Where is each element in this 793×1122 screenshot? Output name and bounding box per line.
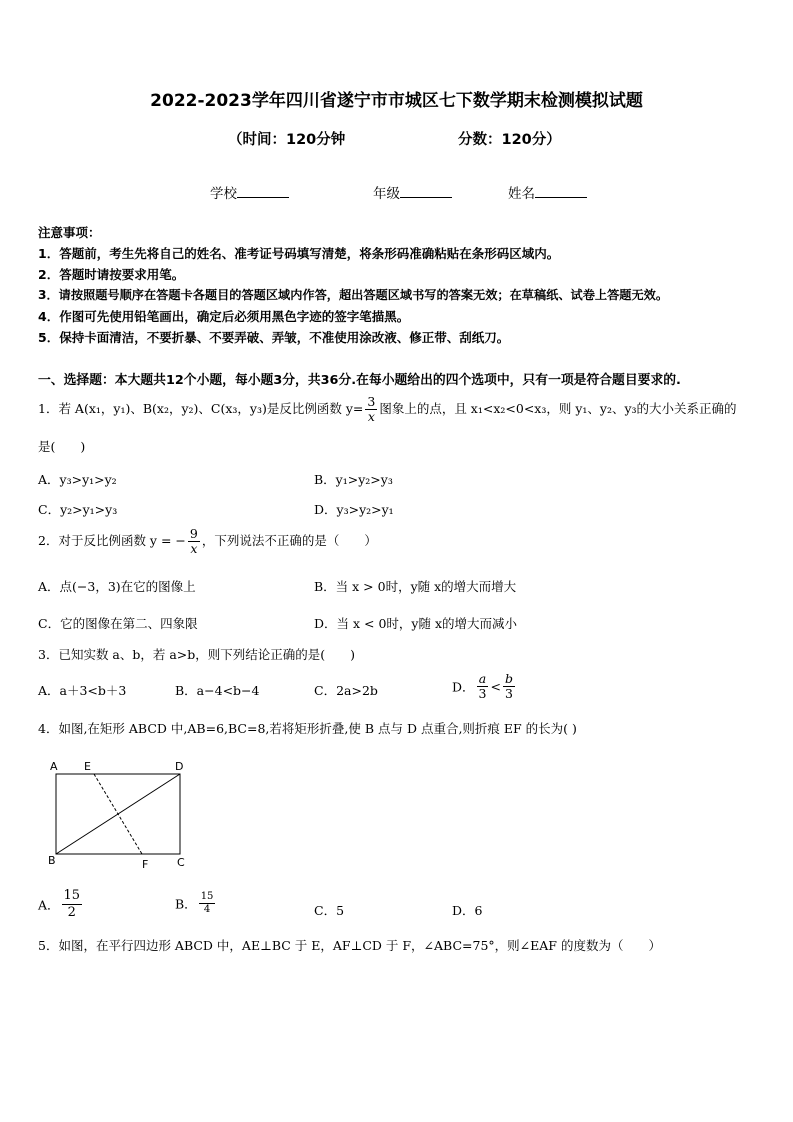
name-label: 姓名 <box>508 186 535 202</box>
q1-frac-denominator: x <box>367 409 375 424</box>
q4-a-fraction <box>62 888 83 921</box>
q3-d-frac-b <box>503 672 515 701</box>
q2-text-b: ，下列说法不正确的是（ ） <box>201 533 377 548</box>
label-c: C <box>177 856 185 869</box>
q4-a-label: A． <box>38 897 60 913</box>
section-heading: 一、选择题：本大题共12个小题，每小题3分，共36分.在每小题给出的四个选项中，只有一项是符合题目要求的. <box>38 373 681 388</box>
school-field <box>210 182 289 202</box>
q3-d-den-a: 3 <box>478 686 487 701</box>
q2-option-c: C．它的图像在第二、四象限 <box>38 616 198 631</box>
q3-d-operator: < <box>490 679 501 694</box>
q2-option-a: A．点(−3，3)在它的图像上 <box>38 579 196 594</box>
q3-option-b: B．a−4<b−4 <box>175 683 260 698</box>
q1-option-d: D．y₃>y₂>y₁ <box>314 502 394 517</box>
q4-option-d: D．6 <box>452 903 483 918</box>
page-title: 2022-2023学年四川省遂宁市市城区七下数学期末检测模拟试题 <box>150 91 643 111</box>
name-blank <box>535 185 587 198</box>
q2-frac-numerator: 9 <box>189 526 198 541</box>
q3-option-a: A．a＋3<b＋3 <box>38 683 127 698</box>
q4-a-den: 2 <box>67 905 76 920</box>
q1-fraction <box>365 395 377 424</box>
notes-heading: 注意事项： <box>38 225 101 240</box>
q4-b-label: B． <box>175 896 197 912</box>
note-item: 4．作图可先使用铅笔画出，确定后必须用黑色字迹的签字笔描黑。 <box>38 309 410 324</box>
question-3: 3．已知实数 a、b，若 a>b，则下列结论正确的是( ) <box>38 647 356 662</box>
q4-option-c: C．5 <box>314 903 345 918</box>
q3-option-c: C．2a>2b <box>314 683 378 698</box>
question-4: 4．如图,在矩形 ABCD 中,AB=6,BC=8,若将矩形折叠,使 B 点与 D 点重合,则折痕 EF 的长为( ) <box>38 721 577 736</box>
q2-fraction <box>188 527 200 556</box>
question-5: 5．如图，在平行四边形 ABCD 中，AE⊥BC 于 E，AF⊥CD 于 F，∠ABC=75°，则∠EAF 的度数为（ ） <box>38 938 661 953</box>
label-b: B <box>48 854 56 867</box>
q1-option-a: A．y₃>y₁>y₂ <box>38 472 117 487</box>
q3-d-num-b: b <box>504 671 513 686</box>
q4-a-num: 15 <box>63 888 81 903</box>
label-f: F <box>142 858 149 871</box>
exam-score: 分数：120分） <box>458 132 561 148</box>
exam-time: （时间：120分钟 <box>228 132 346 148</box>
q3-d-frac-a <box>477 672 489 701</box>
name-field <box>508 182 587 202</box>
label-e: E <box>84 760 91 773</box>
q1-text-c: 是( ) <box>38 439 86 454</box>
fold-line-ef <box>94 774 142 854</box>
question-2 <box>38 527 377 556</box>
q2-option-b: B．当 x > 0时，y随 x的增大而增大 <box>314 579 517 594</box>
grade-label: 年级 <box>373 186 400 202</box>
q2-option-d: D．当 x < 0时，y随 x的增大而减小 <box>314 616 518 631</box>
q4-option-a <box>38 888 84 921</box>
q2-text-a: 2．对于反比例函数 y = − <box>38 533 186 548</box>
q1-frac-numerator: 3 <box>367 394 376 409</box>
q1-option-b: B．y₁>y₂>y₃ <box>314 472 393 487</box>
rectangle-figure <box>44 756 194 874</box>
label-d: D <box>175 760 184 773</box>
q1-text-a: 1．若 A(x₁，y₁)、B(x₂，y₂)、C(x₃，y₃)是反比例函数 y= <box>38 401 364 416</box>
q3-d-label: D． <box>452 679 475 695</box>
label-a: A <box>50 760 58 773</box>
q1-text-b: 图象上的点，且 x₁<x₂<0<x₃，则 y₁、y₂、y₃的大小关系正确的 <box>379 401 737 416</box>
school-label: 学校 <box>210 186 237 202</box>
question-1 <box>38 395 737 424</box>
q4-b-den: 4 <box>203 904 211 915</box>
note-item: 1．答题前，考生先将自己的姓名、准考证号码填写清楚，将条形码准确粘贴在条形码区域内。 <box>38 246 560 261</box>
note-item: 2．答题时请按要求用笔。 <box>38 267 185 282</box>
q1-option-c: C．y₂>y₁>y₃ <box>38 502 118 517</box>
grade-blank <box>400 185 452 198</box>
q3-d-den-b: 3 <box>505 686 513 701</box>
q3-option-d <box>452 672 517 701</box>
q4-b-fraction <box>199 891 216 916</box>
note-item: 3．请按照题号顺序在答题卡各题目的答题区域内作答，超出答题区域书写的答案无效；在草稿纸、试卷上答题无效。 <box>38 288 669 302</box>
note-item: 5．保持卡面清洁，不要折暴、不要弄破、弄皱，不准使用涂改液、修正带、刮纸刀。 <box>38 330 510 345</box>
grade-field <box>373 182 452 202</box>
q4-option-b <box>175 891 217 916</box>
q2-frac-denominator: x <box>190 541 198 556</box>
school-blank <box>237 185 289 198</box>
q3-d-num-a: a <box>477 672 489 687</box>
q4-b-num: 15 <box>200 891 214 902</box>
